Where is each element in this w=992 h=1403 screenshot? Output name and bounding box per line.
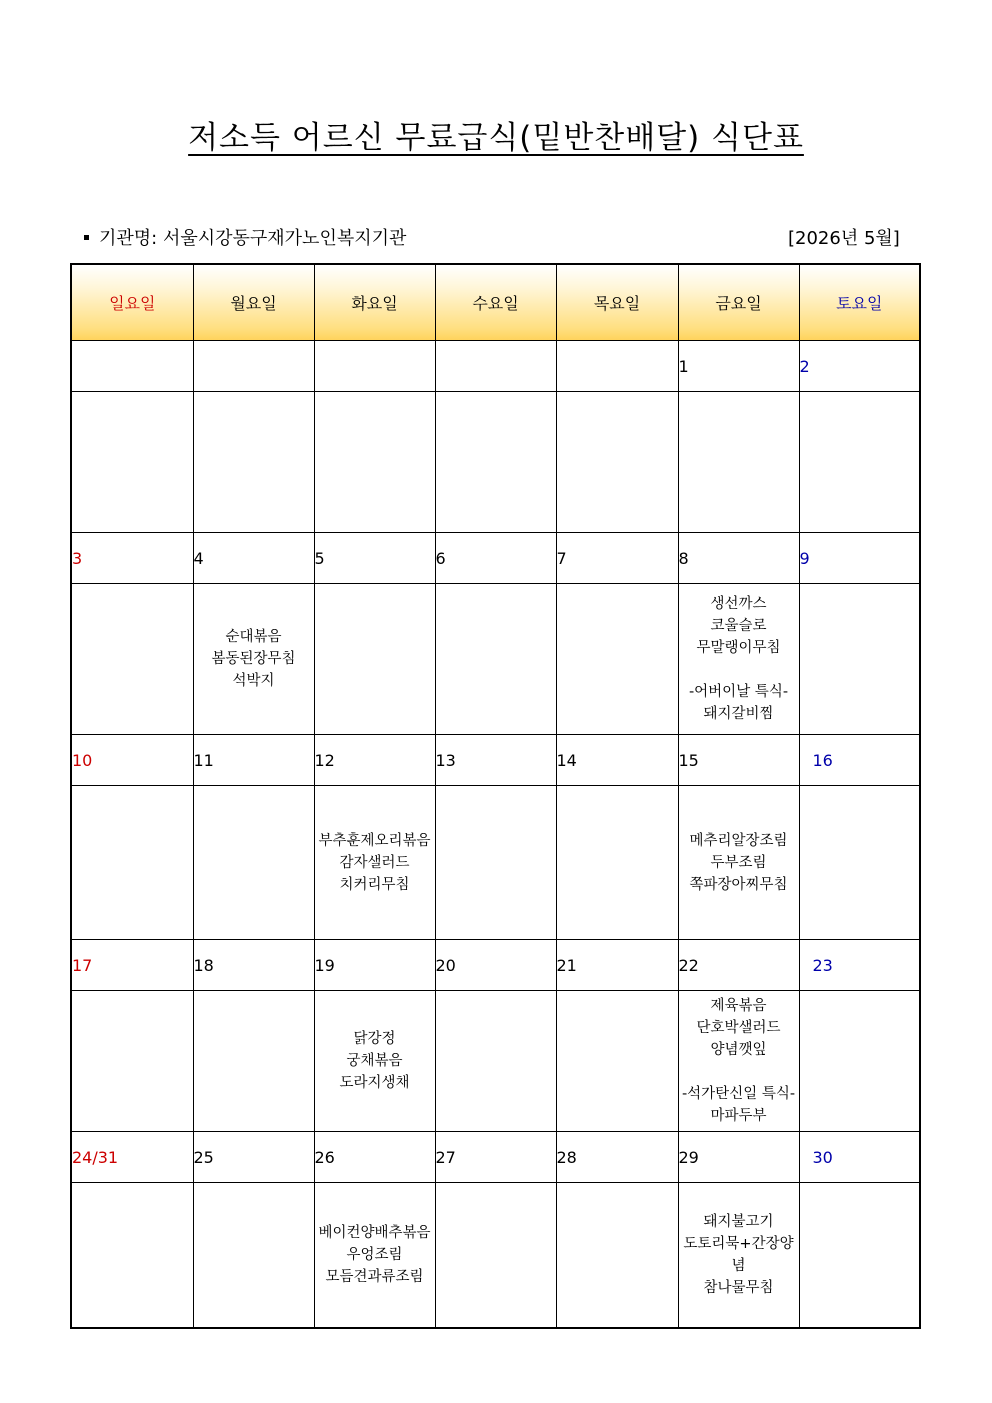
menu-cell-tuesday xyxy=(314,786,435,940)
weekday-header-row xyxy=(71,264,920,341)
menu-row xyxy=(71,786,920,940)
menu-item: 돼지갈비찜 xyxy=(703,706,774,722)
date-cell-tuesday: 26 xyxy=(314,1132,435,1183)
date-cell-monday: 4 xyxy=(193,533,314,584)
menu-cell-saturday xyxy=(799,786,920,940)
menu-item: 참나물무침 xyxy=(703,1280,774,1296)
date-row xyxy=(71,1132,920,1183)
menu-cell-wednesday xyxy=(435,1183,556,1329)
date-cell-monday xyxy=(193,341,314,392)
organization-info xyxy=(84,224,406,250)
menu-row xyxy=(71,392,920,533)
menu-cell-sunday xyxy=(71,786,193,940)
menu-cell-friday xyxy=(678,1183,799,1329)
menu-item: 베이컨양배추볶음 xyxy=(318,1225,431,1241)
menu-item: 도라지생채 xyxy=(339,1075,410,1091)
weekday-sunday: 일요일 xyxy=(71,264,193,341)
date-cell-sunday: 17 xyxy=(71,940,193,991)
menu-row xyxy=(71,584,920,735)
menu-item: 돼지불고기 xyxy=(703,1214,774,1230)
menu-item: 순대볶음 xyxy=(225,629,282,645)
menu-cell-saturday xyxy=(799,584,920,735)
menu-cell-friday xyxy=(678,991,799,1132)
date-row xyxy=(71,341,920,392)
date-cell-monday: 11 xyxy=(193,735,314,786)
date-cell-friday: 8 xyxy=(678,533,799,584)
menu-item: 석박지 xyxy=(232,673,275,689)
menu-item: 코울슬로 xyxy=(710,618,767,634)
date-cell-monday: 18 xyxy=(193,940,314,991)
date-cell-wednesday: 13 xyxy=(435,735,556,786)
date-cell-wednesday xyxy=(435,341,556,392)
menu-item: 생선까스 xyxy=(710,596,767,612)
date-cell-tuesday xyxy=(314,341,435,392)
menu-cell-friday xyxy=(678,392,799,533)
weekday-monday: 월요일 xyxy=(193,264,314,341)
menu-cell-monday xyxy=(193,786,314,940)
date-cell-sunday xyxy=(71,341,193,392)
date-cell-tuesday: 19 xyxy=(314,940,435,991)
menu-item xyxy=(679,1061,799,1083)
menu-cell-wednesday xyxy=(435,991,556,1132)
menu-cell-tuesday xyxy=(314,991,435,1132)
weekday-wednesday: 수요일 xyxy=(435,264,556,341)
weekday-friday: 금요일 xyxy=(678,264,799,341)
menu-item: -어버이날 특식- xyxy=(688,684,789,700)
date-cell-saturday: 9 xyxy=(799,533,920,584)
weekday-tuesday: 화요일 xyxy=(314,264,435,341)
meal-calendar xyxy=(70,263,921,1329)
date-row xyxy=(71,940,920,991)
menu-row xyxy=(71,991,920,1132)
menu-item: 양념깻잎 xyxy=(710,1042,767,1058)
date-cell-sunday: 10 xyxy=(71,735,193,786)
date-cell-wednesday: 20 xyxy=(435,940,556,991)
menu-item: 감자샐러드 xyxy=(339,854,410,871)
menu-cell-thursday xyxy=(556,392,678,533)
date-cell-saturday: 16 xyxy=(799,735,920,786)
period-label: [2026년 5월] xyxy=(788,228,900,249)
menu-item: 치커리무침 xyxy=(339,876,410,893)
menu-item: 메추리알장조림 xyxy=(689,832,788,849)
date-cell-sunday: 24/31 xyxy=(71,1132,193,1183)
date-cell-thursday: 14 xyxy=(556,735,678,786)
menu-item: 모듬견과류조림 xyxy=(325,1269,424,1285)
date-cell-friday: 1 xyxy=(678,341,799,392)
bullet-icon xyxy=(84,235,89,240)
menu-cell-tuesday xyxy=(314,584,435,735)
menu-cell-saturday xyxy=(799,991,920,1132)
menu-cell-sunday xyxy=(71,392,193,533)
menu-item: 닭강정 xyxy=(353,1031,396,1047)
menu-cell-thursday xyxy=(556,1183,678,1329)
date-row xyxy=(71,533,920,584)
menu-item: -석가탄신일 특식- xyxy=(681,1086,796,1102)
date-row xyxy=(71,735,920,786)
date-cell-friday: 29 xyxy=(678,1132,799,1183)
menu-cell-monday xyxy=(193,1183,314,1329)
menu-cell-wednesday xyxy=(435,584,556,735)
date-cell-thursday xyxy=(556,341,678,392)
menu-cell-sunday xyxy=(71,1183,193,1329)
menu-cell-monday xyxy=(193,392,314,533)
date-cell-wednesday: 27 xyxy=(435,1132,556,1183)
menu-item: 제육볶음 xyxy=(710,998,767,1014)
date-cell-saturday: 2 xyxy=(799,341,920,392)
menu-item: 두부조림 xyxy=(710,854,767,871)
menu-cell-sunday xyxy=(71,991,193,1132)
menu-cell-sunday xyxy=(71,584,193,735)
date-cell-tuesday: 5 xyxy=(314,533,435,584)
date-cell-thursday: 7 xyxy=(556,533,678,584)
date-cell-thursday: 28 xyxy=(556,1132,678,1183)
menu-cell-thursday xyxy=(556,786,678,940)
date-cell-friday: 15 xyxy=(678,735,799,786)
date-cell-thursday: 21 xyxy=(556,940,678,991)
menu-cell-saturday xyxy=(799,1183,920,1329)
date-cell-saturday: 30 xyxy=(799,1132,920,1183)
date-cell-monday: 25 xyxy=(193,1132,314,1183)
organization-label: 기관명: 서울시강동구재가노인복지기관 xyxy=(99,228,407,249)
menu-cell-tuesday xyxy=(314,1183,435,1329)
menu-item: 도토리묵+간장양념 xyxy=(683,1236,794,1274)
weekday-thursday: 목요일 xyxy=(556,264,678,341)
menu-cell-monday xyxy=(193,991,314,1132)
menu-item: 궁채볶음 xyxy=(346,1053,403,1069)
menu-cell-wednesday xyxy=(435,392,556,533)
menu-cell-saturday xyxy=(799,392,920,533)
menu-item: 단호박샐러드 xyxy=(696,1020,781,1036)
menu-item: 부추훈제오리볶음 xyxy=(318,832,431,849)
menu-item: 마파두부 xyxy=(710,1108,767,1124)
date-cell-sunday: 3 xyxy=(71,533,193,584)
date-cell-friday: 22 xyxy=(678,940,799,991)
page-title: 저소득 어르신 무료급식(밑반찬배달) 식단표 xyxy=(188,120,804,156)
menu-cell-friday xyxy=(678,584,799,735)
menu-item xyxy=(679,659,799,681)
menu-cell-wednesday xyxy=(435,786,556,940)
date-cell-saturday: 23 xyxy=(799,940,920,991)
weekday-saturday: 토요일 xyxy=(799,264,920,341)
menu-item: 봄동된장무침 xyxy=(211,651,296,667)
menu-cell-thursday xyxy=(556,991,678,1132)
menu-cell-monday xyxy=(193,584,314,735)
menu-item: 쪽파장아찌무침 xyxy=(689,876,788,893)
date-cell-wednesday: 6 xyxy=(435,533,556,584)
menu-item: 무말랭이무침 xyxy=(696,640,781,656)
menu-cell-friday xyxy=(678,786,799,940)
menu-item: 우엉조림 xyxy=(346,1247,403,1263)
date-cell-tuesday: 12 xyxy=(314,735,435,786)
menu-cell-tuesday xyxy=(314,392,435,533)
menu-row xyxy=(71,1183,920,1329)
menu-cell-thursday xyxy=(556,584,678,735)
